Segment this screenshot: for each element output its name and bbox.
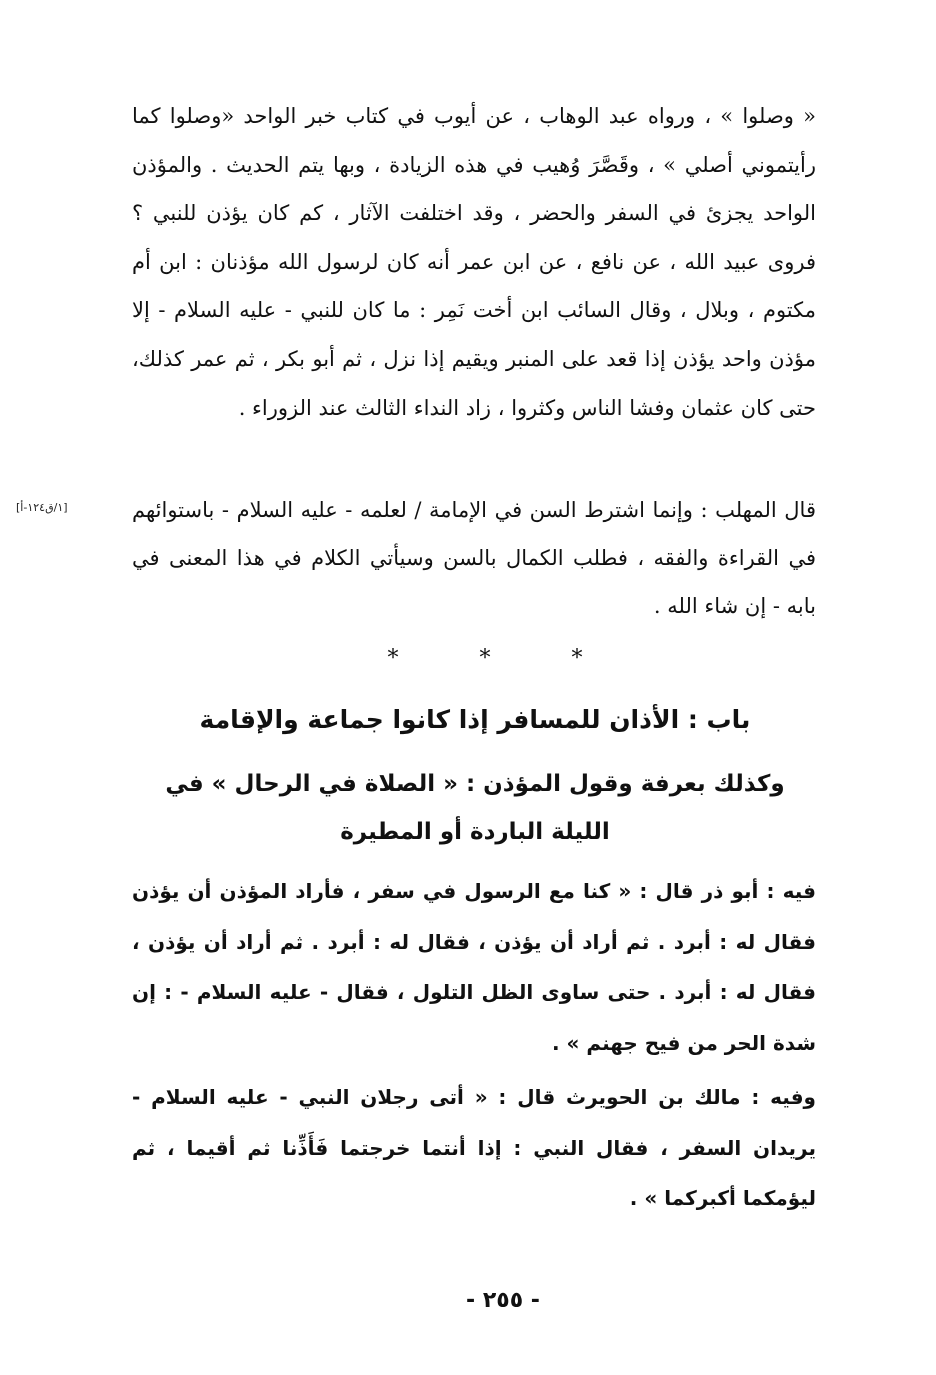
separator-star: * [387, 646, 399, 671]
chapter-title: باب : الأذان للمسافر إذا كانوا جماعة والإقامة [199, 705, 751, 734]
section-separator [380, 646, 590, 672]
separator-star: * [479, 646, 491, 671]
margin-manuscript-reference: [١/ق١٢٤-أ] [16, 501, 68, 514]
paragraph-2: قال المهلب : وإنما اشترط السن في الإمامة / لعلمه - عليه السلام - باستوائهم في القراءة والفقه ، فطلب الكمال بالسن وسيأتي الكلام في هذا المعنى في بابه - إن شاء الله . [132, 498, 816, 618]
paragraph-1: « وصلوا » ، ورواه عبد الوهاب ، عن أيوب في كتاب خبر الواحد «وصلوا كما رأيتموني أصلي » ، وقَصَّرَ وُهيب في هذه الزيادة ، وبها يتم الحديث . والمؤذن الواحد يجزئ في السفر والحضر ، وقد اختلفت الآثار ، كم كان يؤذن للنبي ؟ فروى عبيد الله ، عن نافع ، عن ابن عمر أنه كان لرسول الله مؤذنان : ابن أم مكتوم ، وبلال ، وقال السائب ابن أخت نَمِر : ما كان للنبي - عليه السلام - إلا مؤذن واحد يؤذن إذا قعد على المنبر ويقيم إذا نزل ، ثم أبو بكر ، ثم عمر كذلك، حتى كان عثمان وفشا الناس وكثروا ، زاد النداء الثالث عند الزوراء . [132, 104, 816, 420]
page-number: - ٢٥٥ - [466, 1288, 540, 1313]
chapter-subtitle: وكذلك بعرفة وقول المؤذن : « الصلاة في الرحال » في الليلة الباردة أو المطيرة [165, 771, 785, 845]
separator-star: * [571, 646, 583, 671]
paragraph-3: فيه : أبو ذر قال : « كنا مع الرسول في سفر ، فأراد المؤذن أن يؤذن فقال له : أبرد . ثم أراد أن يؤذن ، فقال له : أبرد . ثم أراد أن يؤذن ، فقال له : أبرد . حتى ساوى الظل التلول ، فقال - عليه السلام - : إن شدة الحر من فيح جهنم » . [132, 879, 816, 1055]
paragraph-4: وفيه : مالك بن الحويرث قال : « أتى رجلان النبي - عليه السلام - يريدان السفر ، فقال النبي : إذا أنتما خرجتما فَأَذِّنا ثم أقيما ، ثم ليؤمكما أكبركما » . [132, 1085, 816, 1210]
